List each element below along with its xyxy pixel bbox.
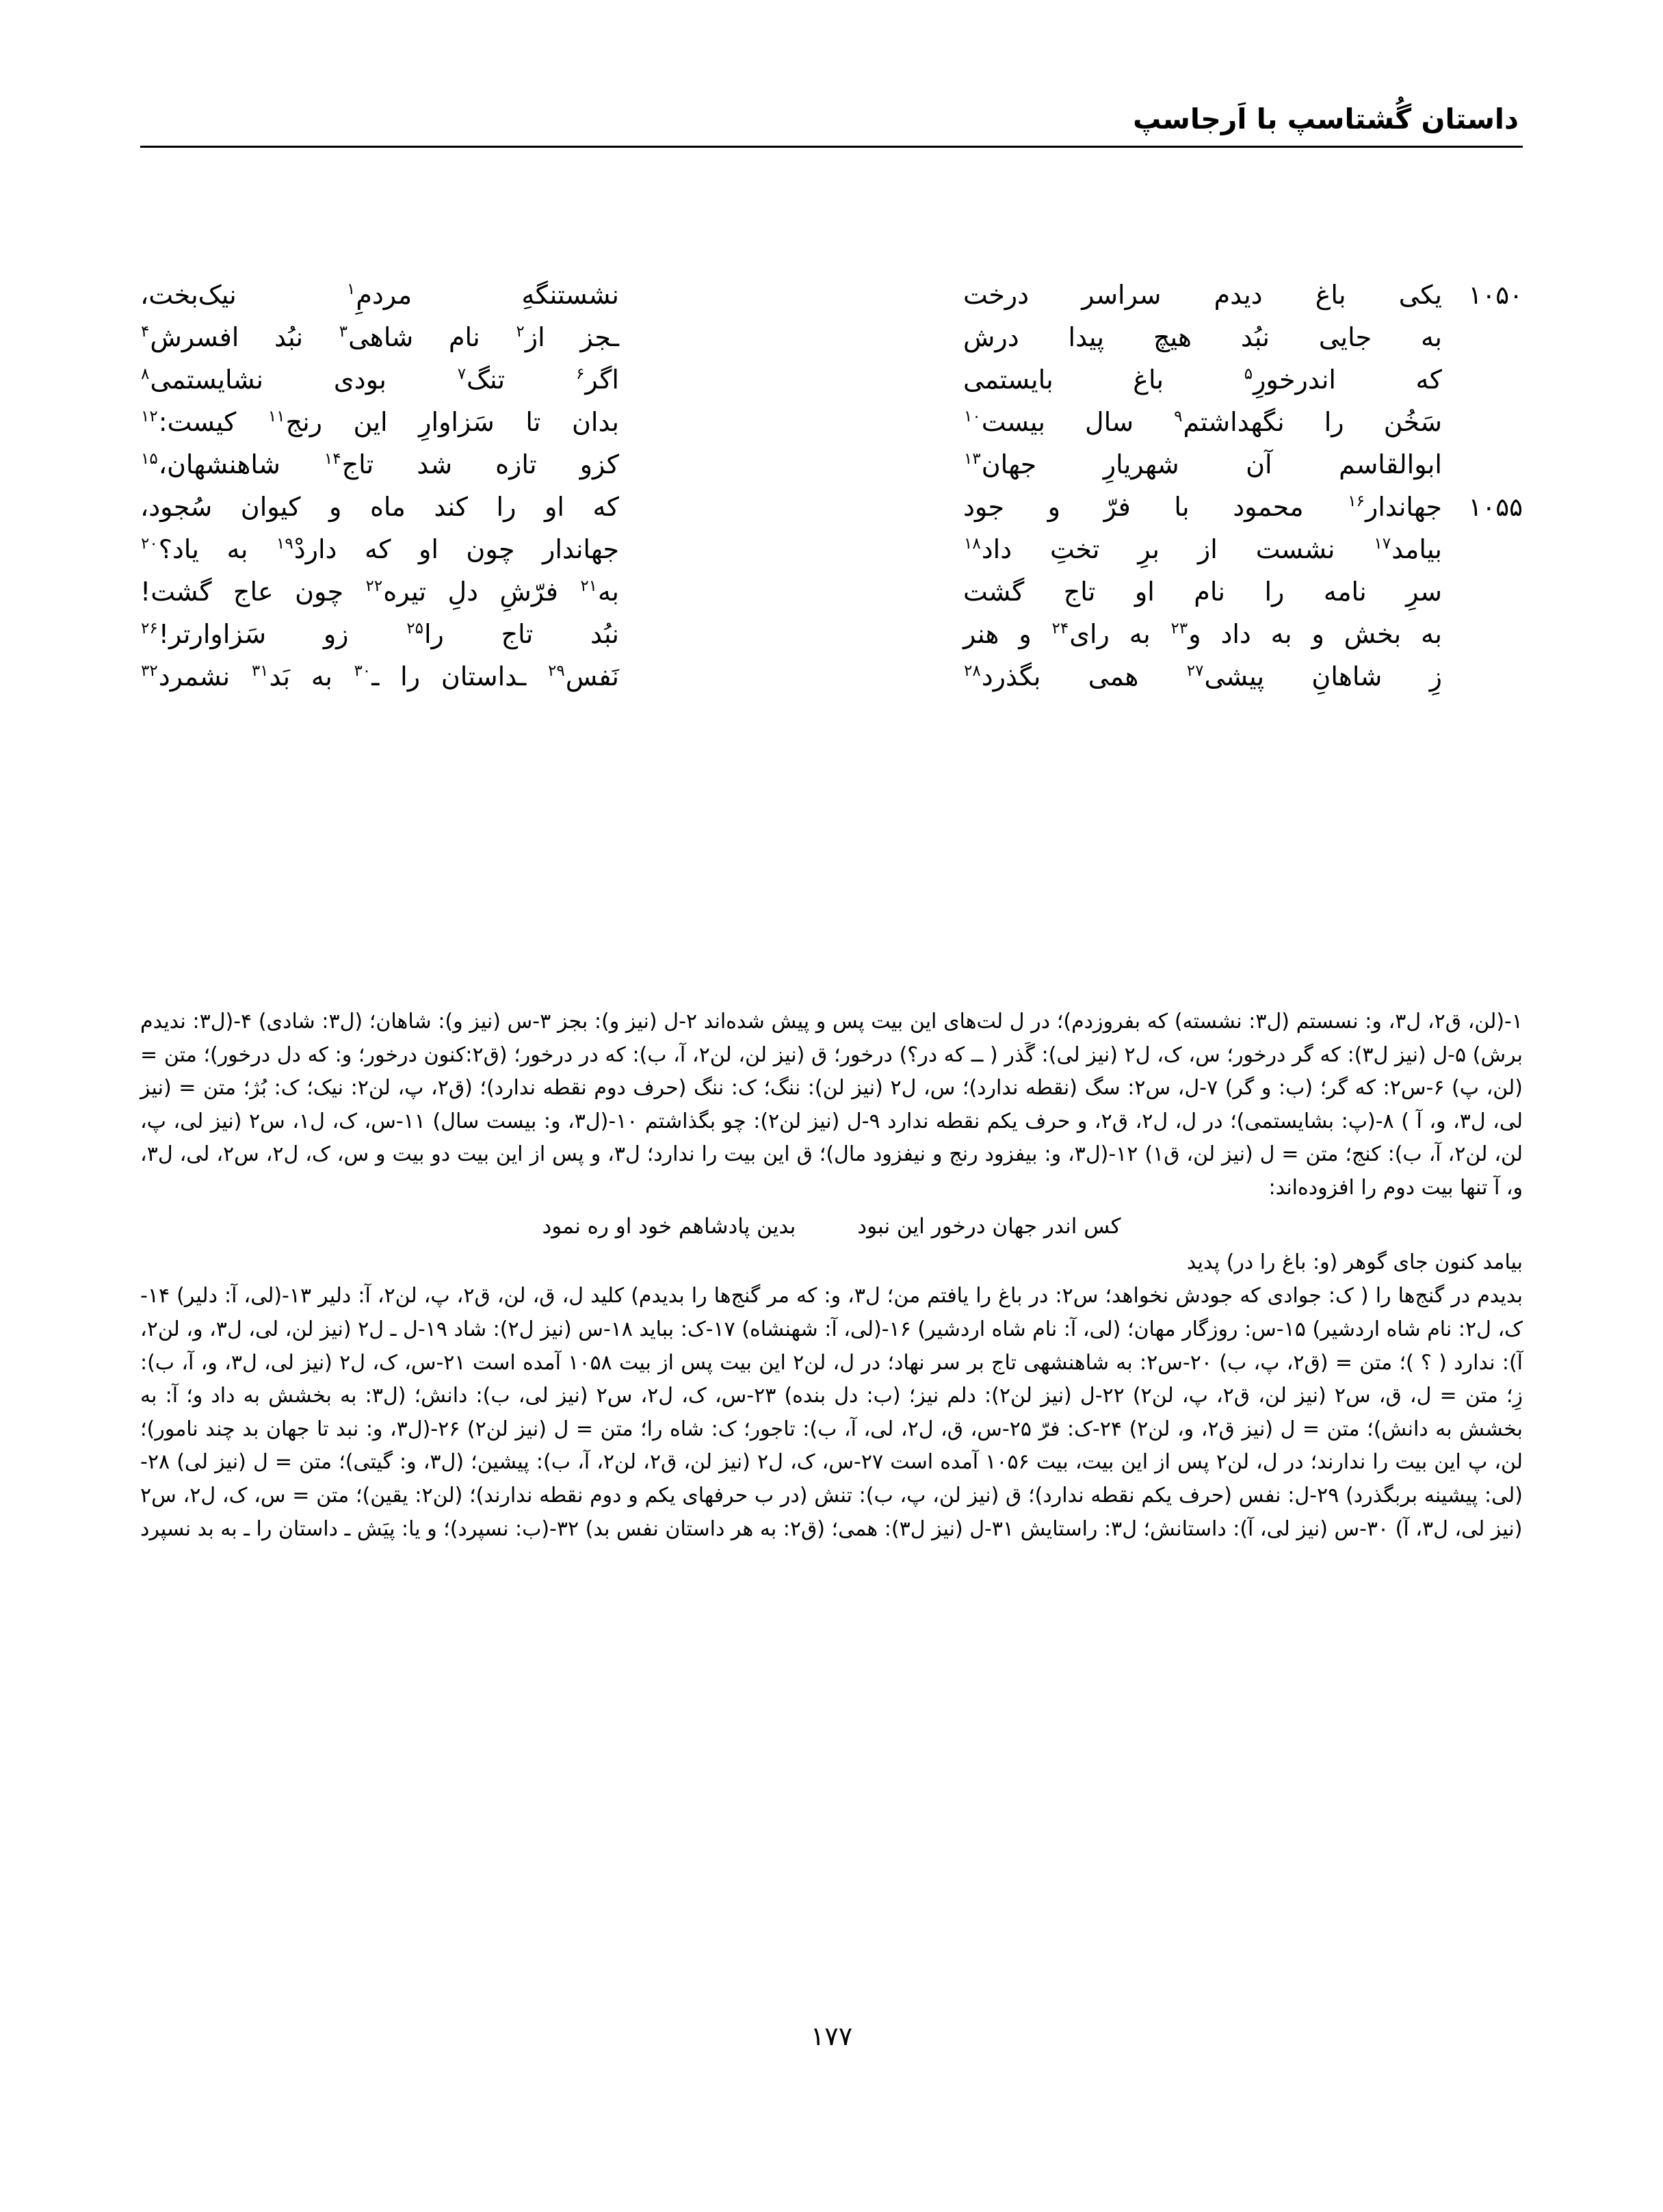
- note-marker: ۲۸: [964, 662, 981, 681]
- hemistich-right: ابوالقاسم آن شهریارِ جهان$^{۱۳}$: [964, 449, 1442, 479]
- hemistich-left: نشستنگهِ مردمِ$^۱$ نیک‌بخت،: [140, 280, 619, 310]
- running-head: [140, 103, 1523, 148]
- hemistich-right: جهاندار$^{۱۶}$ محمود با فرّ و جود: [963, 492, 1442, 522]
- verse-row: [140, 443, 1523, 486]
- note-marker: ۲۵: [406, 620, 423, 638]
- inset-verse-left: بدین پادشاهم خود او ره نمود: [542, 1213, 796, 1239]
- hemistich-right: به جایی نبُد هیچ پیدا درش: [963, 322, 1442, 352]
- verse-row: [140, 486, 1523, 528]
- hemistich-right: زِ شاهانِ پیشی$^{۲۷}$ همی بگذرد$^{۲۸}$: [964, 661, 1442, 692]
- note-marker: ۱: [346, 280, 356, 299]
- hemistich-right: بیامد$^{۱۷}$ نشست از برِ تختِ داد$^{۱۸}$: [964, 534, 1442, 564]
- note-marker: ۳۱: [251, 662, 269, 681]
- verse-row: [140, 613, 1523, 655]
- verse-row: [140, 570, 1523, 613]
- hemistich-left: به$^{۲۱}$ فرّشِ دلِ تیره$^{۲۲}$ چون عاج گشت!: [140, 577, 619, 607]
- note-marker: ۱۰: [964, 408, 981, 426]
- hemistich-left: بدان تا سَزاوارِ این رنج$^{۱۱}$ کیست:$^{۱۲}$: [141, 407, 619, 437]
- note-marker: ۵: [1244, 365, 1253, 384]
- hemistich-right: که اندرخورِ$^۵$ باغ بایستمی: [963, 365, 1442, 395]
- footnote-apparatus: [140, 1005, 1523, 1546]
- verse-row: [140, 655, 1523, 698]
- folio-number: ۱۷۷: [810, 2021, 853, 2051]
- note-marker: ۱۶: [1348, 492, 1365, 511]
- verse-block: [140, 274, 1523, 698]
- note-marker: ۸: [141, 365, 150, 384]
- verse-number: ۱۰۵۰: [1468, 280, 1523, 310]
- note-marker: ۱۲: [141, 408, 158, 426]
- note-marker: ۳: [339, 323, 348, 341]
- note-marker: ۲۷: [1186, 662, 1204, 681]
- note-marker: ۱۴: [324, 450, 341, 469]
- note-marker: ۱۸: [964, 535, 981, 553]
- running-head-rule: [140, 146, 1523, 148]
- note-marker: ۷: [457, 365, 467, 384]
- verse-row: [140, 316, 1523, 358]
- note-marker: ۲۹: [548, 662, 565, 681]
- note-marker: ۱۳: [964, 450, 981, 469]
- hemistich-right: یکی باغ دیدم سراسر درخت: [963, 280, 1442, 310]
- hemistich-left: اگر$^۶$ تنگ$^۷$ بودی نشایستمی$^۸$: [141, 365, 619, 395]
- note-marker: ۱۱: [267, 408, 285, 426]
- hemistich-left: که او را کند ماه و کیوان سُجود،: [140, 492, 619, 522]
- hemistich-right: سرِ نامه را نام او تاج گشت: [963, 577, 1442, 607]
- note-marker: ۱۷: [1374, 535, 1391, 553]
- hemistich-right: به بخش و به داد و$^{۲۳}$ به رای$^{۲۴}$ و هنر: [963, 619, 1443, 649]
- hemistich-right: سَخُن را نگهداشتم$^۹$ سال بیست$^{۱۰}$: [964, 407, 1442, 437]
- note-marker: ۲۳: [1170, 620, 1188, 638]
- note-marker: ۹: [1174, 408, 1183, 426]
- note-marker: ۱۵: [141, 450, 158, 469]
- hemistich-left: کزو تازه شد تاج$^{۱۴}$ شاهنشهان،$^{۱۵}$: [141, 449, 620, 479]
- note-marker: ۲۶: [141, 620, 158, 638]
- verse-row: [140, 274, 1523, 316]
- note-marker: ۲۲: [365, 577, 383, 596]
- verse-row: [140, 358, 1523, 401]
- note-marker: ۱۹: [276, 535, 293, 553]
- inset-verse-right: کس اندر جهان درخور این نبود: [857, 1213, 1121, 1239]
- note-marker: ۳۰: [354, 662, 371, 681]
- note-marker: ۲۴: [1051, 620, 1069, 638]
- note-marker: ۲: [516, 323, 525, 341]
- hemistich-left: ـجز از$^۲$ نام شاهی$^۳$ نبُد افسرش$^۴$: [141, 322, 619, 352]
- verse-number: ۱۰۵۵: [1468, 492, 1523, 522]
- note-marker: ۶: [576, 365, 585, 384]
- hemistich-left: جهاندار چون او که داردْ$^{۱۹}$ به یاد؟$^{۲۰}$: [141, 534, 619, 564]
- note-marker: ۲۰: [141, 535, 158, 553]
- hemistich-left: نبُد تاج را$^{۲۵}$ زو سَزاوارتر!$^{۲۶}$: [141, 619, 619, 649]
- hemistich-left: نَفس$^{۲۹}$ ـداستان را ـ$^{۳۰}$ به بَد$^{۳۱}$ نشمرد$^{۳۲}$: [141, 661, 619, 692]
- note-marker: ۴: [141, 323, 150, 341]
- footnote-paragraph-1: ۱-(لن، ق۲، ل۳، و: نسستم (ل۳: نشسته) که بفروزدم)؛ در ل لت‌های این بیت پس و پیش شده‌اند ۲-ل (نیز و): بجز ۳-س (نیز و): شاهان؛ (ل۳: شادی) ۴-(ل۳: ندیدم برش) ۵-ل (نیز ل۳): که گر درخور؛ س، ک، ل۲ (نیز لی): گَذر ( ــ که در؟) درخور؛ ق (نیز لن، لن۲، آ، ب): که در درخور؛ (ق۲:کنون درخور؛ و: که دل درخور)؛ متن = (لن، پ) ۶-س۲: که گر؛ (ب: و گر) ۷-ل، س۲: سگ (نقطه ندارد)؛ س، ل۲ (نیز لن): ننگ؛ ک: ننگ (حرف دوم نقطه ندارد)؛ (ق۲، پ، لن۲: نیک؛ ک: بُژ؛ متن = (نیز لی، ل۳، و، آ ) ۸-(پ: بشایستمی)؛ در ل، ل۲، ق۲، و حرف یکم نقطه ندارد ۹-ل (نیز لن۲): چو بگذاشتم ۱۰-(ل۳، و: بیست سال) ۱۱-س، ک، ل۱، س۲ (نیز لی، پ، لن، لن۲، آ، ب): کنج؛ متن = ل (نیز لن، ق۱) ۱۲-(ل۳، و: بیفزود رنج و نیفزود مال)؛ ق این بیت را ندارد؛ ل۳، و پس از این بیت دو بیت و س، ک، ل۲، س۲، لی، ل۳، و، آ تنها بیت دوم را افزوده‌اند:: [140, 1010, 1523, 1200]
- inset-verse: [140, 1208, 1523, 1245]
- inset-continuation-line: بیامد کنون جای گوهر (و: باغ را در) پدید: [1186, 1250, 1523, 1274]
- note-marker: ۲۱: [580, 577, 598, 596]
- verse-row: [140, 401, 1523, 443]
- verse-row: [140, 528, 1523, 570]
- note-marker: ۳۲: [141, 662, 158, 681]
- running-head-title: داستان گُشتاسپ با اَرجاسپ: [1133, 103, 1519, 135]
- footnote-paragraph-2: بدیدم در گنج‌ها را ( ک: جوادی که جودش نخواهد؛ س۲: در باغ را یافتم من؛ ل۳، و: که مر گنج‌ها را بدیدم) کلید ل، ق، لن، ق۲، پ، لن۲، آ: دلیر ۱۳-(لی، آ: دلیر) ۱۴-ک، ل۲: نام شاه اردشیر) ۱۵-س: روزگار مهان؛ (لی، آ: نام شاه اردشیر) ۱۶-(لی، آ: شهنشاه) ۱۷-ک: بباید ۱۸-س (نیز ل۲): شاد ۱۹-ل ـ ل۲ (نیز لن، لی، ل۳، و، لن۲، آ): ندارد ( ؟ )؛ متن = (ق۲، پ، ب) ۲۰-س۲: به شاهنشهی تاج بر سر نهاد؛ در ل، لن۲ این بیت پس از بیت ۱۰۵۸ آمده است ۲۱-س، ک، ل۲ (نیز لی، ل۳، و، آ، ب): زِ؛ متن = ل، ق، س۲ (نیز لن، ق۲، پ، لن۲) ۲۲-ل (نیز لن۲): دلم نیز؛ (ب: دل بنده) ۲۳-س، ک، ل۲، س۲ (نیز لی، ب): دانش؛ (ل۳: به بخشش به داد و؛ آ: به بخشش به دانش)؛ متن = ل (نیز ق۲، و، لن۲) ۲۴-ک: فرّ ۲۵-س، ق، ل۲، لی، آ، ب): تاجور؛ ک: شاه را؛ متن = ل (نیز لن۲) ۲۶-(ل۳، و: نبد تا جهان بد چند نامور)؛ لن، پ این بیت را ندارند؛ در ل، لن۲ پس از این بیت، بیت ۱۰۵۶ آمده است ۲۷-س، ک، ل۲ (نیز لن، ق۲، لن۲، آ، ب): پیشین؛ (ل۳، و: گیتی)؛ متن = ل (نیز لی) ۲۸-(لی: پیشینه بربگذرد) ۲۹-ل: نفس (حرف یکم نقطه ندارد)؛ ق (نیز لن، پ، ب): تنش (در ب حرفهای یکم و دوم نقطه ندارند)؛ (لن۲: یقین)؛ متن = س، ک، ل۲، س۲ (نیز لی، ل۳، آ) ۳۰-س (نیز لی، آ): داستانش؛ ل۳: راستایش ۳۱-ل (نیز ل۳): همی؛ (ق۲: به هر داستان نفس بد) ۳۲-(ب: نسپرد)؛ و یا: پیَش ـ داستان را ـ به بد نسپرد: [140, 1284, 1523, 1541]
